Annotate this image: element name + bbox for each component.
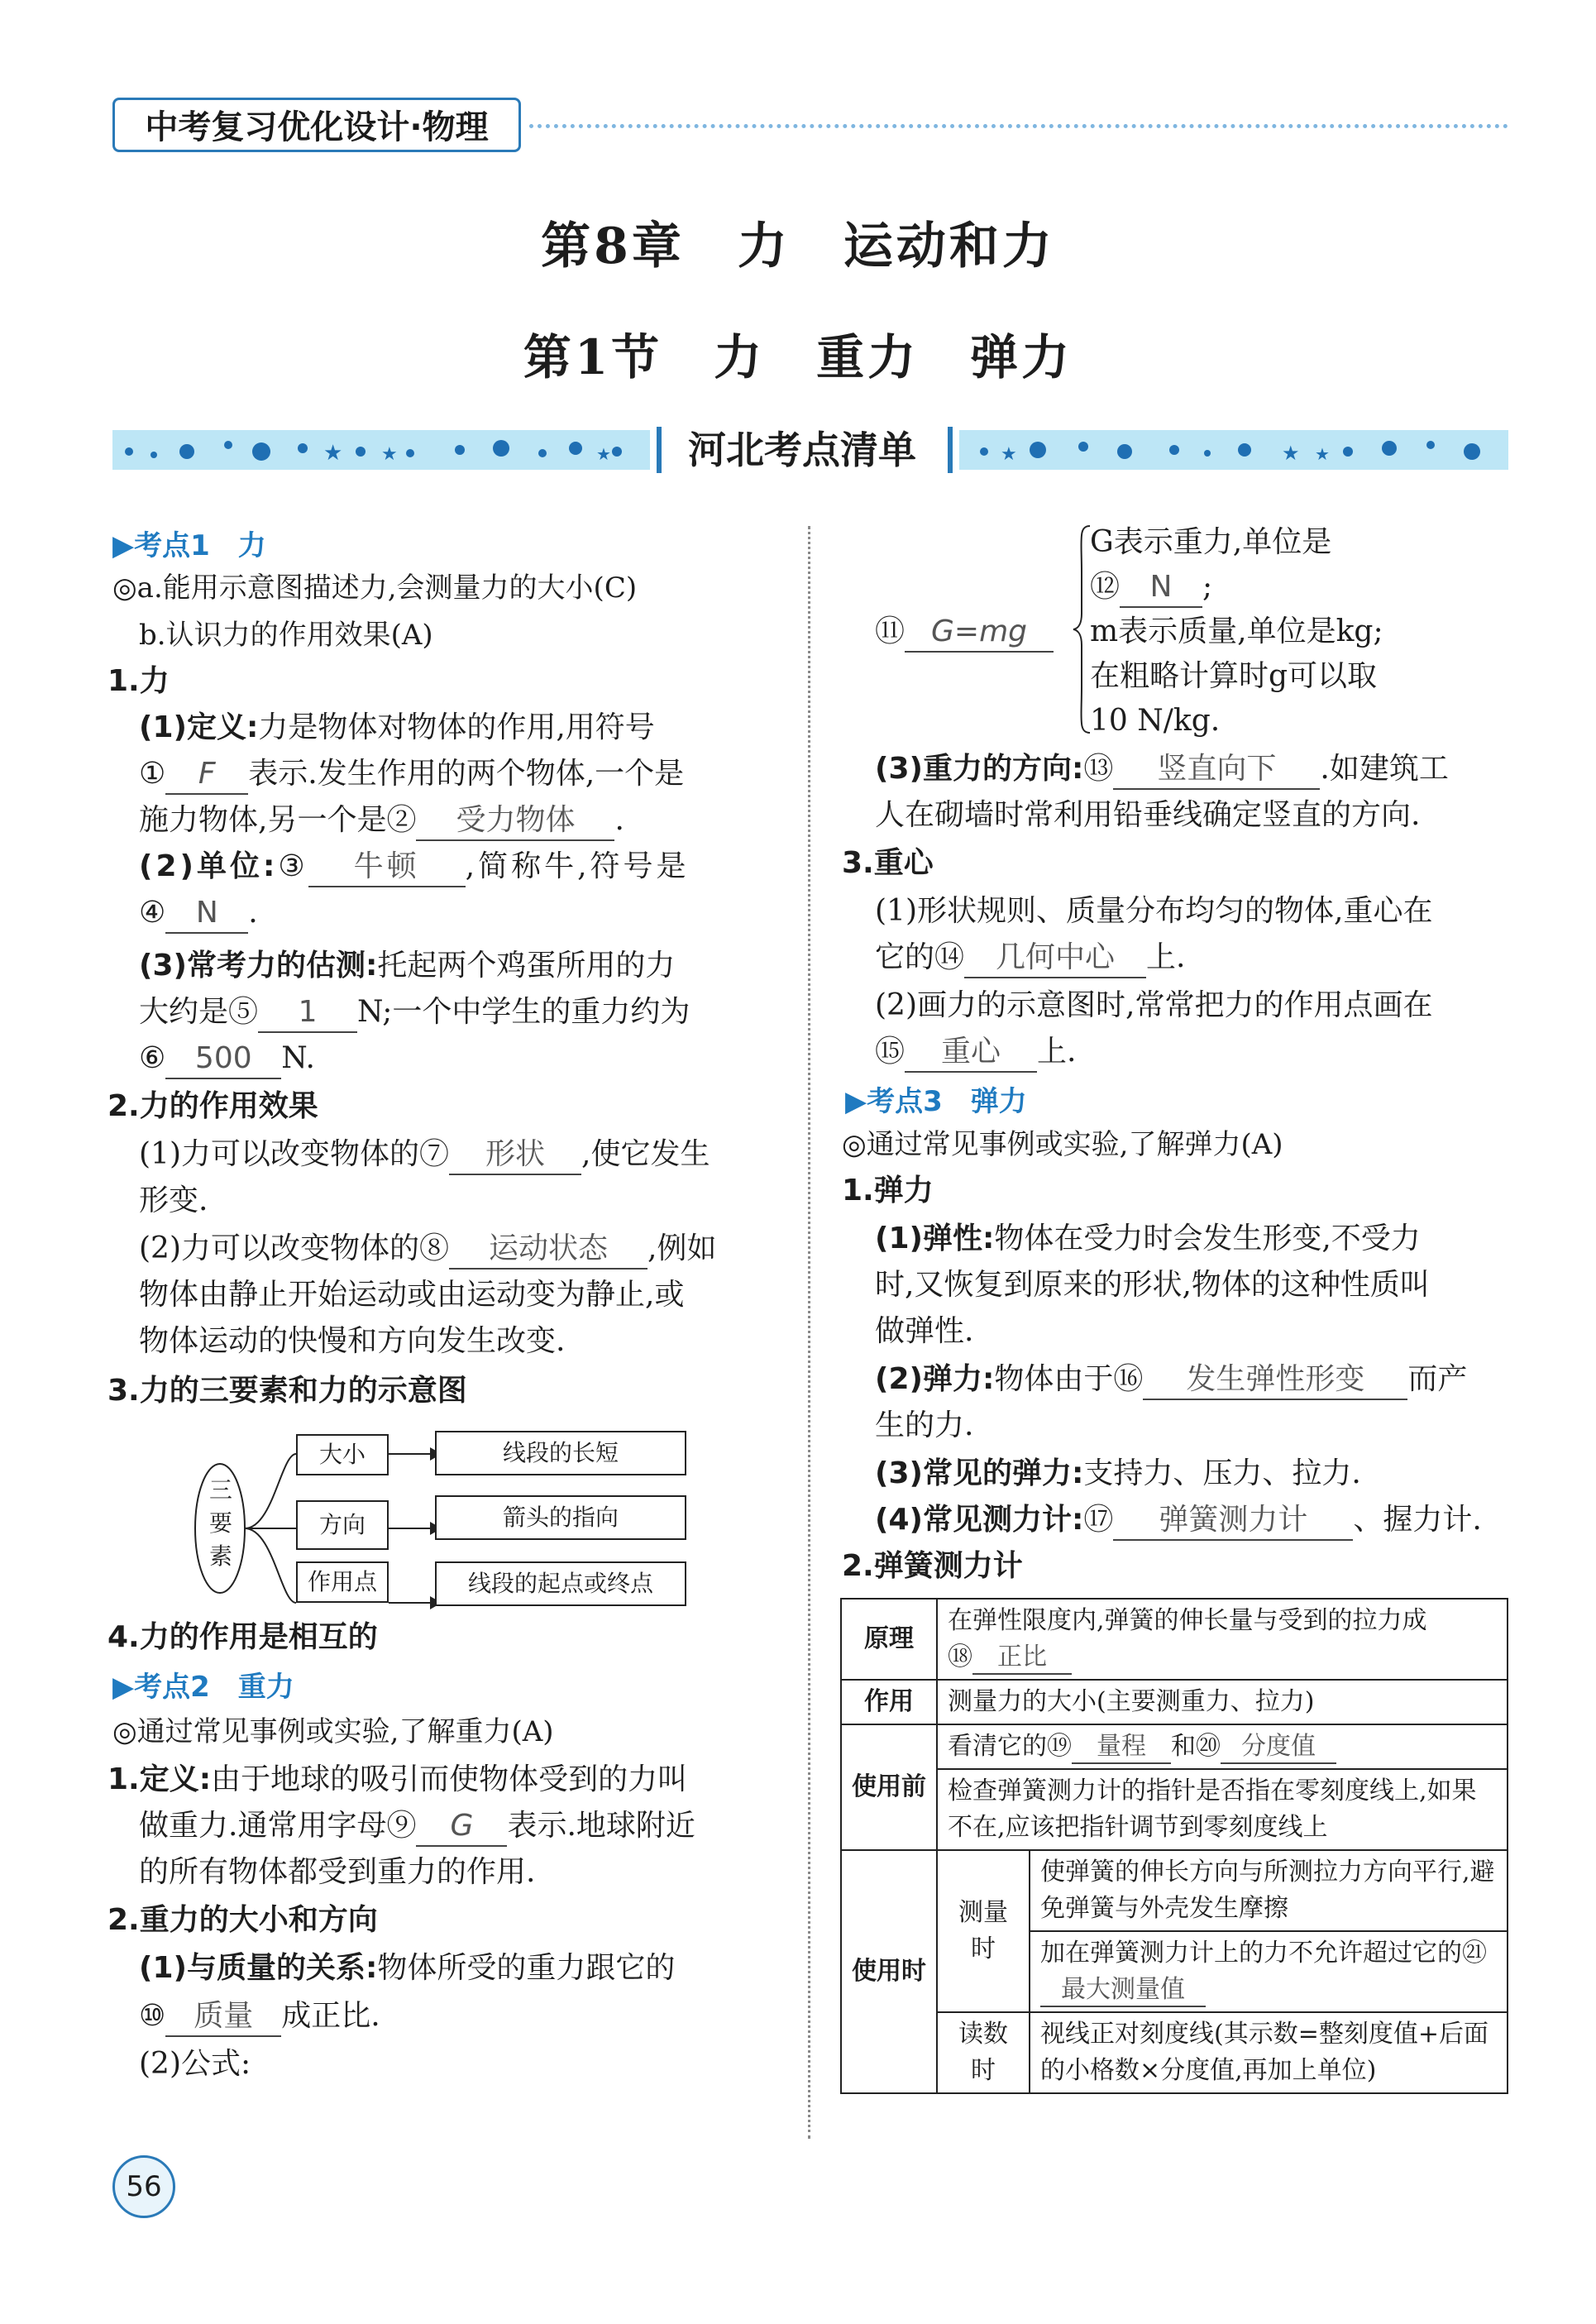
effect-2-line-3: 物体运动的快慢和方向发生改变. xyxy=(139,1324,566,1358)
definition-line-2 xyxy=(139,751,684,797)
gravity-def-text-1: 由于地球的吸引而使物体受到的力叫 xyxy=(211,1762,688,1796)
estimate-text-4: N. xyxy=(281,1041,315,1075)
heading-spring-scale: 2.弹簧测力计 xyxy=(842,1549,1023,1583)
blank-number-6: ⑥ xyxy=(139,1041,166,1075)
svg-text:★: ★ xyxy=(596,444,611,464)
blank-number-13: ⑬ xyxy=(1083,752,1114,786)
table-row xyxy=(841,1724,1508,1769)
formula-note-1-text: G表示重力,单位是 xyxy=(1090,525,1332,559)
row-before-use-content-2: 检查弹簧测力计的指针是否指在零刻度线上,如果不在,应该把指针调节到零刻度线上 xyxy=(937,1769,1508,1850)
heading-elastic-force: 1.弹力 xyxy=(842,1174,934,1207)
formula-note-2-text: ; xyxy=(1202,570,1213,604)
banner-bar-right xyxy=(948,427,953,473)
gravity-def-label: 1.定义: xyxy=(108,1762,212,1796)
effect-1-text-2: ,使它发生 xyxy=(581,1137,710,1171)
blank-number-11: ⑪ xyxy=(875,614,906,648)
row-before-use-header: 使用前 xyxy=(841,1724,937,1850)
formula-note-5: 10 N/kg. xyxy=(1090,704,1221,738)
spring-scale-table xyxy=(840,1598,1508,2094)
svg-text:★: ★ xyxy=(323,441,343,466)
definition-text-3: 施力物体,另一个是② xyxy=(139,803,417,837)
gravity-def-text-2: 做重力.通常用字母⑨ xyxy=(139,1809,417,1843)
estimate-line-1 xyxy=(139,943,675,989)
elastic-force-text-1: 物体由于⑯ xyxy=(994,1362,1144,1396)
banner-title: 河北考点清单 xyxy=(688,428,916,472)
row-function-content: 测量力的大小(主要测重力、拉力) xyxy=(937,1680,1508,1724)
table-row xyxy=(841,1599,1508,1680)
elastic-force-line-2: 生的力. xyxy=(875,1408,974,1442)
before-use-text-2: 和⑳ xyxy=(1171,1732,1221,1761)
row-principle-header: 原理 xyxy=(841,1599,937,1680)
estimate-text-2: 大约是⑤ xyxy=(139,995,259,1029)
answer-20: 分度值 xyxy=(1221,1731,1336,1764)
answer-12: N xyxy=(1120,568,1202,608)
reading-subheader: 读数时 xyxy=(937,2012,1030,2093)
table-row xyxy=(841,1680,1508,1724)
cog-2-text-2: 上. xyxy=(1037,1035,1077,1069)
unit-line-2 xyxy=(139,890,258,936)
direction-line-1 xyxy=(875,746,1449,792)
common-elastic-text: 支持力、压力、拉力. xyxy=(1083,1456,1361,1490)
estimate-label: (3)常考力的估测: xyxy=(139,949,378,983)
banner-right-decoration xyxy=(959,430,1508,470)
answer-16: 发生弹性形变 xyxy=(1143,1360,1407,1400)
answer-4: N xyxy=(165,894,248,934)
formula-note-2 xyxy=(1090,564,1212,610)
svg-text:★: ★ xyxy=(381,444,398,465)
principle-text: 在弹性限度内,弹簧的伸长量与受到的拉力成 xyxy=(948,1606,1427,1635)
gravity-def-line-3: 的所有物体都受到重力的作用. xyxy=(139,1855,536,1889)
elastic-force-label: (2)弹力: xyxy=(875,1362,995,1396)
effect-2-text-1: (2)力可以改变物体的⑧ xyxy=(139,1231,449,1265)
answer-15: 重心 xyxy=(905,1033,1037,1073)
blank-number-1: ① xyxy=(139,757,166,791)
answer-10: 质量 xyxy=(165,1997,281,2037)
answer-9: G xyxy=(416,1807,507,1847)
measuring-subheader: 测量时 xyxy=(937,1850,1030,2012)
requirement-b: b.认识力的作用效果(A) xyxy=(139,619,433,652)
blank-number-12: ⑫ xyxy=(1090,570,1121,604)
header-dotted-rule xyxy=(529,124,1508,128)
elasticity-text-1: 物体在受力时会发生形变,不受力 xyxy=(994,1222,1421,1255)
section-title: 第1节 力 重力 弹力 xyxy=(523,329,1073,385)
row-before-use-content-1 xyxy=(937,1724,1508,1769)
page-number: 56 xyxy=(112,2155,175,2218)
blank-number-17: ⑰ xyxy=(1083,1503,1114,1537)
effect-1-line-2: 形变. xyxy=(139,1184,208,1217)
elasticity-line-1 xyxy=(875,1216,1421,1262)
mass-relation-line-2 xyxy=(139,1993,380,2039)
unit-text-2: . xyxy=(248,896,258,930)
estimate-text-1: 托起两个鸡蛋所用的力 xyxy=(377,949,676,983)
direction-text-1: .如建筑工 xyxy=(1320,752,1449,786)
unit-text-1: ,简称牛,符号是 xyxy=(465,849,690,883)
definition-line-3 xyxy=(139,797,624,844)
heading-force: 1.力 xyxy=(108,664,170,698)
cog-1-text-3: 上. xyxy=(1146,940,1186,974)
table-row xyxy=(841,1850,1508,1931)
diagram-center-char-3: 素 xyxy=(208,1542,232,1570)
blank-number-3: ③ xyxy=(278,849,308,883)
heading-gravity-size: 2.重力的大小和方向 xyxy=(108,1903,378,1937)
heading-effects: 2.力的作用效果 xyxy=(108,1089,318,1123)
diagram-desc-direction: 箭头的指向 xyxy=(435,1495,686,1540)
answer-11: G=mg xyxy=(905,613,1054,653)
kaodian-3-heading: ▶考点3 弹力 xyxy=(845,1085,1027,1118)
formula-note-3: m表示质量,单位是kg; xyxy=(1090,614,1383,648)
formula-note-1 xyxy=(1090,519,1331,566)
requirement-a: ◎a.能用示意图描述力,会测量力的大小(C) xyxy=(112,571,638,605)
common-elastic-label: (3)常见的弹力: xyxy=(875,1456,1084,1490)
table-row xyxy=(841,1769,1508,1850)
unit-line-1 xyxy=(139,844,690,890)
answer-21: 最大测量值 xyxy=(1040,1974,1206,2007)
effect-1-text-1: (1)力可以改变物体的⑦ xyxy=(139,1137,449,1171)
table-row xyxy=(841,2012,1508,2093)
definition-text-1: 力是物体对物体的作用,用符号 xyxy=(258,710,655,744)
diagram-label-point: 作用点 xyxy=(296,1561,389,1603)
cog-2-line-1: (2)画力的示意图时,常常把力的作用点画在 xyxy=(875,988,1433,1022)
diagram-desc-point: 线段的起点或终点 xyxy=(435,1561,686,1606)
answer-14: 几何中心 xyxy=(964,939,1146,978)
elasticity-line-2: 时,又恢复到原来的形状,物体的这种性质叫 xyxy=(875,1268,1430,1302)
cog-1-line-1: (1)形状规则、质量分布均匀的物体,重心在 xyxy=(875,894,1433,928)
answer-19: 量程 xyxy=(1072,1731,1171,1764)
requirement-3: ◎通过常见事例或实验,了解弹力(A) xyxy=(842,1128,1283,1161)
answer-5: 1 xyxy=(258,993,357,1033)
measuring-content-2 xyxy=(1030,1931,1508,2012)
before-use-text-1: 看清它的⑲ xyxy=(948,1732,1072,1761)
estimate-line-2 xyxy=(139,989,690,1035)
formula-label: (2)公式: xyxy=(139,2047,251,2081)
answer-8: 运动状态 xyxy=(449,1230,647,1270)
diagram-label-size: 大小 xyxy=(296,1434,389,1475)
row-during-use-header: 使用时 xyxy=(841,1850,937,2093)
svg-text:★: ★ xyxy=(1315,444,1330,464)
elastic-force-text-2: 而产 xyxy=(1407,1362,1468,1396)
definition-line-1 xyxy=(139,705,655,751)
definition-label: (1)定义: xyxy=(139,710,259,744)
answer-17: 弹簧测力计 xyxy=(1113,1501,1353,1541)
diagram-desc-size: 线段的长短 xyxy=(435,1431,686,1475)
mass-relation-line-1 xyxy=(139,1945,675,1992)
blank-number-10: ⑩ xyxy=(139,1999,166,2033)
kaodian-2-heading: ▶考点2 重力 xyxy=(112,1671,294,1704)
effect-2-line-2: 物体由静止开始运动或由运动变为静止,或 xyxy=(139,1278,685,1312)
formula-line xyxy=(875,609,1054,655)
gravity-def-text-3: 表示.地球附近 xyxy=(507,1809,695,1843)
blank-number-18: ⑱ xyxy=(948,1643,972,1671)
dynamometer-line xyxy=(875,1497,1482,1543)
definition-text-2: 表示.发生作用的两个物体,一个是 xyxy=(248,757,685,791)
column-divider xyxy=(808,526,810,2139)
dynamometer-label: (4)常见测力计: xyxy=(875,1503,1084,1537)
row-principle-content xyxy=(937,1599,1508,1680)
effect-1-line-1 xyxy=(139,1131,710,1178)
elasticity-line-3: 做弹性. xyxy=(875,1314,974,1348)
measuring-text-2: 加在弹簧测力计上的力不允许超过它的㉑ xyxy=(1040,1939,1487,1968)
elastic-force-line-1 xyxy=(875,1356,1467,1403)
answer-6: 500 xyxy=(165,1040,281,1079)
elasticity-label: (1)弹性: xyxy=(875,1222,995,1255)
diagram-label-direction: 方向 xyxy=(296,1500,389,1550)
banner-left-decoration xyxy=(112,430,650,470)
direction-line-2: 人在砌墙时常利用铅垂线确定竖直的方向. xyxy=(875,798,1421,832)
answer-3: 牛顿 xyxy=(308,848,466,887)
estimate-line-3 xyxy=(139,1035,315,1082)
effect-2-line-1 xyxy=(139,1226,716,1272)
blank-number-4: ④ xyxy=(139,896,166,930)
gravity-def-line-2 xyxy=(139,1803,695,1849)
row-function-header: 作用 xyxy=(841,1680,937,1724)
svg-text:★: ★ xyxy=(1282,442,1300,465)
kaodian-1-heading: ▶考点1 力 xyxy=(112,529,266,562)
banner-left-strip xyxy=(112,430,650,470)
answer-2: 受力物体 xyxy=(416,801,614,841)
definition-text-4: . xyxy=(614,803,624,837)
requirement-2: ◎通过常见事例或实验,了解重力(A) xyxy=(112,1715,554,1748)
formula-note-4: 在粗略计算时g可以取 xyxy=(1090,659,1378,693)
common-elastic-line xyxy=(875,1451,1361,1497)
heading-three-elements: 3.力的三要素和力的示意图 xyxy=(108,1374,467,1408)
gravity-def-line-1 xyxy=(108,1757,687,1803)
diagram-center-label xyxy=(208,1474,233,1573)
book-header: 中考复习优化设计·物理 xyxy=(112,98,521,152)
blank-number-15: ⑮ xyxy=(875,1035,906,1069)
reading-content: 视线正对刻度线(其示数=整刻度值+后面的小格数×分度值,再加上单位) xyxy=(1030,2012,1508,2093)
estimate-text-3: N;一个中学生的重力约为 xyxy=(357,995,690,1029)
heading-mutual: 4.力的作用是相互的 xyxy=(108,1620,378,1654)
answer-1: F xyxy=(165,755,248,795)
cog-2-line-2 xyxy=(875,1029,1076,1075)
answer-13: 竖直向下 xyxy=(1113,750,1320,790)
answer-7: 形状 xyxy=(449,1136,581,1175)
mass-relation-label: (1)与质量的关系: xyxy=(139,1951,378,1985)
heading-center-of-gravity: 3.重心 xyxy=(842,846,934,880)
cog-1-text-2: 它的⑭ xyxy=(875,940,965,974)
mass-relation-text-1: 物体所受的重力跟它的 xyxy=(377,1951,676,1985)
diagram-center-char-1: 三 xyxy=(208,1476,232,1504)
effect-2-text-2: ,例如 xyxy=(647,1231,717,1265)
measuring-content-1: 使弹簧的伸长方向与所测拉力方向平行,避免弹簧与外壳发生摩擦 xyxy=(1030,1850,1508,1931)
mass-relation-text-2: 成正比. xyxy=(281,1999,380,2033)
chapter-title: 第8章 力 运动和力 xyxy=(541,218,1055,275)
unit-label: (2)单位: xyxy=(139,849,279,883)
answer-18: 正比 xyxy=(972,1642,1072,1675)
dynamometer-text: 、握力计. xyxy=(1353,1503,1482,1537)
banner-right-strip xyxy=(959,430,1508,470)
svg-text:★: ★ xyxy=(1001,444,1017,465)
direction-label: (3)重力的方向: xyxy=(875,752,1084,786)
cog-1-line-2 xyxy=(875,935,1185,981)
formula-brace xyxy=(1072,523,1092,736)
diagram-center-char-2: 要 xyxy=(208,1509,232,1537)
